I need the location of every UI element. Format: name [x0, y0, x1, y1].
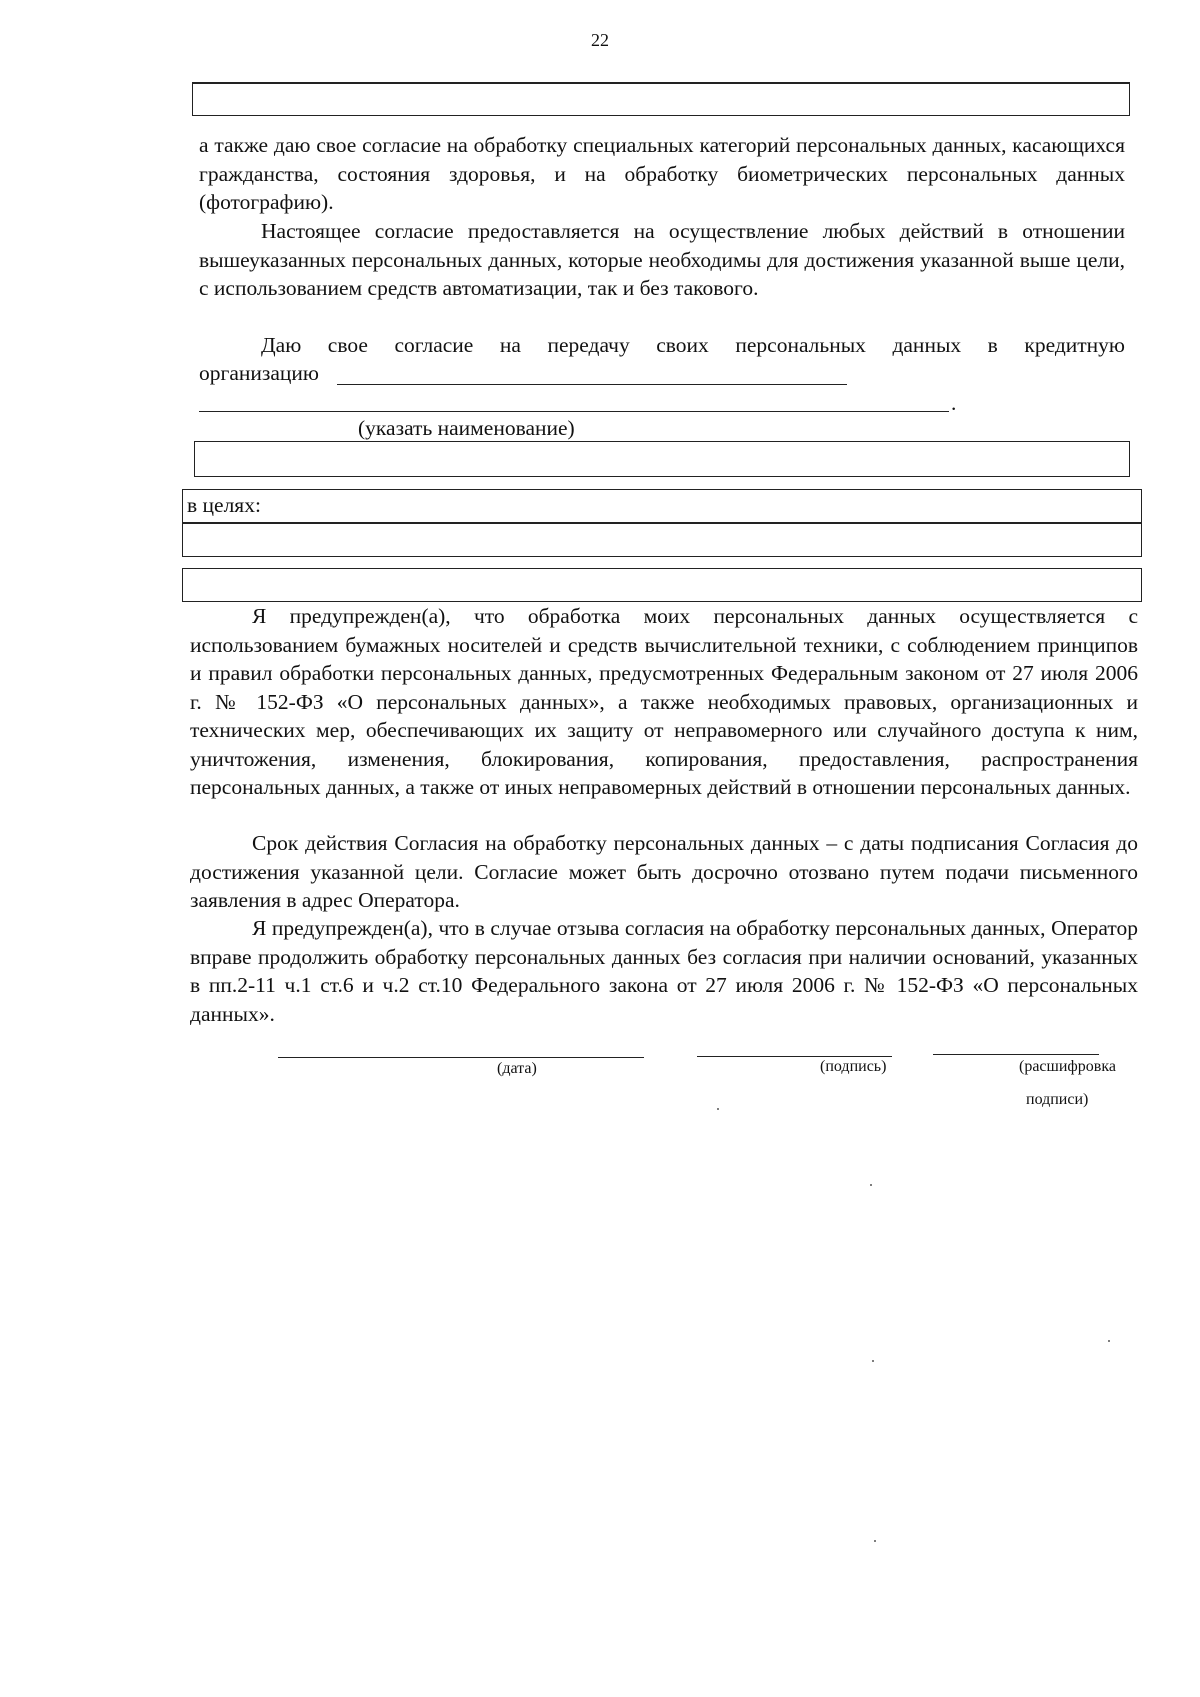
date-caption: (дата)	[497, 1060, 537, 1077]
signature-caption: (подпись)	[820, 1058, 887, 1075]
purpose-label: в целях:	[187, 493, 261, 517]
organization-name-box[interactable]	[194, 441, 1130, 477]
scan-speck	[874, 1540, 876, 1542]
organization-underline-1[interactable]	[337, 384, 847, 385]
paragraph-consent-scope: Настоящее согласие предоставляется на осуществление любых действий в отношении вышеуказанных персональных данных, которые необходимы для достижения указанной выше цели, с использованием средств автоматизации, так и без такового.	[199, 219, 1125, 300]
purpose-box[interactable]	[182, 489, 1142, 523]
paragraph-withdrawal-warning: Я предупрежден(а), что в случае отзыва согласия на обработку персональных данных, Оператор вправе продолжить обработку персональных данных без согласия при наличии оснований, указанных в пп.2-11 ч.1 ст.6 и ч.2 ст.10 Федерального закона от 27 июля 2006 г. № 152-ФЗ «О персональных данных».	[190, 916, 1138, 1026]
paragraph-validity-term: Срок действия Согласия на обработку персональных данных – с даты подписания Согласия до достижения указанной цели. Согласие может быть досрочно отозвано путем подачи письменного заявления в адрес Оператора.	[190, 831, 1138, 912]
paragraph-processing-warning: Я предупрежден(а), что обработка моих персональных данных осуществляется с использованием бумажных носителей и средств вычислительной техники, с соблюдением принципов и правил обработки персональных данных, предусмотренных Федеральным законом от 27 июля 2006 г. № 152-ФЗ «О персональных данных», а также необходимых правовых, организационных и технических мер, обеспечивающих их защиту от неправомерного или случайного доступа к ним, уничтожения, изменения, блокирования, копирования, предоставления, распространения персональных данных, а также от иных неправомерных действий в отношении персональных данных.	[190, 604, 1138, 799]
date-line[interactable]	[278, 1057, 644, 1058]
signature-line[interactable]	[697, 1056, 892, 1057]
paragraph-special-categories: а также даю свое согласие на обработку специальных категорий персональных данных, касающихся гражданства, состояния здоровья, и на обработку биометрических персональных данных (фотографию).	[199, 133, 1125, 214]
page-number: 22	[591, 30, 609, 50]
organization-period: .	[951, 391, 957, 415]
signature-decode-caption-line1: (расшифровка	[1019, 1058, 1116, 1075]
scan-speck	[717, 1108, 719, 1110]
organization-label: организацию	[199, 361, 319, 385]
signature-decode-caption-line2: подписи)	[1026, 1091, 1089, 1108]
organization-underline-2[interactable]	[199, 411, 949, 412]
organization-name-hint: (указать наименование)	[358, 416, 575, 440]
paragraph-transfer-consent: Даю свое согласие на передачу своих персональных данных в кредитную	[261, 333, 1125, 357]
top-field-box[interactable]	[192, 82, 1130, 116]
signature-decode-line[interactable]	[933, 1054, 1099, 1055]
scan-speck	[872, 1360, 874, 1362]
scan-speck	[1108, 1340, 1110, 1342]
purpose-line-box-1[interactable]	[182, 523, 1142, 557]
purpose-line-box-2[interactable]	[182, 568, 1142, 602]
scan-speck	[870, 1184, 872, 1186]
